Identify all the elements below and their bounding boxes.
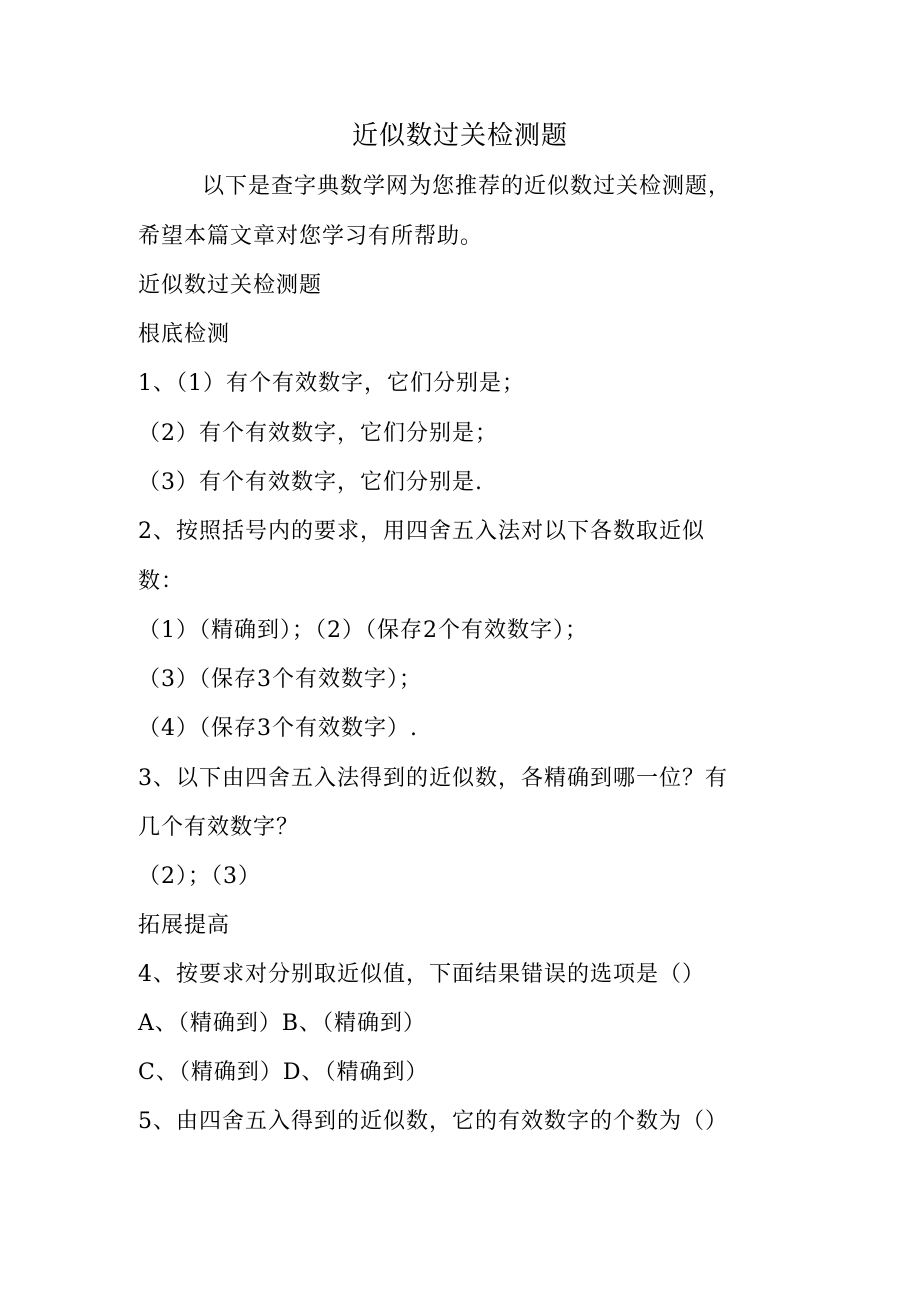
question-4-stem: 4、按要求对分别取近似值，下面结果错误的选项是（） xyxy=(138,962,705,987)
section-heading: 近似数过关检测题 xyxy=(138,273,323,298)
question-4-options-a-b: A、（精确到）B、（精确到） xyxy=(138,1011,427,1036)
subsection-basic: 根底检测 xyxy=(138,322,231,347)
question-2-parts-1-2: （1）（精确到）；（2）（保存2个有效数字）； xyxy=(138,618,588,643)
question-5-stem: 5、由四舍五入得到的近似数，它的有效数字的个数为（） xyxy=(138,1109,728,1134)
intro-line-1: 以下是查字典数学网为您推荐的近似数过关检测题， xyxy=(202,174,732,199)
question-1-part-1: 1、（1）有个有效数字，它们分别是； xyxy=(138,371,525,396)
intro-line-2: 希望本篇文章对您学习有所帮助。 xyxy=(138,224,484,249)
question-3-stem-2: 几个有效数字？ xyxy=(138,815,300,840)
subsection-extension: 拓展提高 xyxy=(138,913,231,938)
document-title: 近似数过关检测题 xyxy=(351,121,568,151)
question-4-options-c-d: C、（精确到）D、（精确到） xyxy=(138,1060,429,1085)
question-3-parts: （2）；（3） xyxy=(138,864,261,889)
question-1-part-3: （3）有个有效数字，它们分别是. xyxy=(138,470,483,495)
question-2-part-3: （3）（保存3个有效数字）； xyxy=(138,667,422,692)
question-3-stem-1: 3、以下由四舍五入法得到的近似数，各精确到哪一位？有 xyxy=(138,766,728,791)
question-2-stem-1: 2、按照括号内的要求，用四舍五入法对以下各数取近似 xyxy=(138,519,705,544)
question-2-stem-2: 数： xyxy=(138,569,185,594)
question-2-part-4: （4）（保存3个有效数字）. xyxy=(138,716,418,741)
question-1-part-2: （2）有个有效数字，它们分别是； xyxy=(138,421,498,446)
